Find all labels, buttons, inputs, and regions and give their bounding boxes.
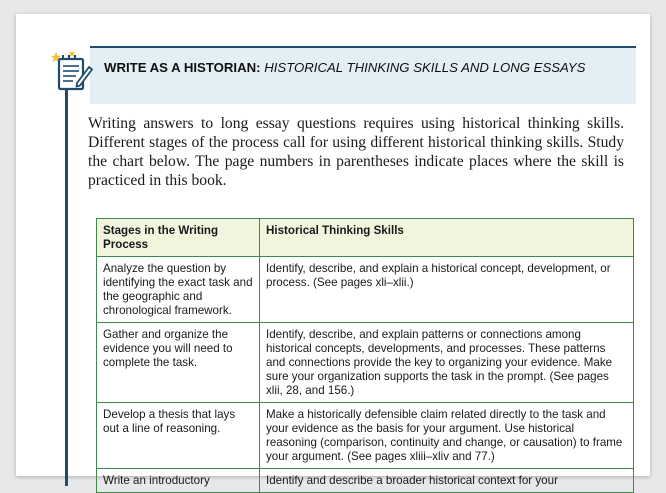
skills-cell: Identify, describe, and explain patterns or connections among historical concepts, developments, and processes. These patterns and connections provide the key to organizing your evidence. Make sure your organization supports the task in the prompt. (See pages xlii, 28, and 156.) (260, 323, 634, 403)
banner-heading (104, 59, 622, 77)
header-stages: Stages in the Writing Process (97, 219, 260, 257)
banner-title: HISTORICAL THINKING SKILLS AND LONG ESSAYS (264, 60, 586, 75)
table-row (97, 257, 634, 323)
notepad-with-pen-icon (50, 50, 94, 94)
stage-cell: Analyze the question by identifying the exact task and the geographic and chronological framework. (97, 257, 260, 323)
stage-cell: Develop a thesis that lays out a line of reasoning. (97, 403, 260, 469)
table-row (97, 323, 634, 403)
skills-cell: Identify, describe, and explain a historical concept, development, or process. (See pages xli–xlii.) (260, 257, 634, 323)
skills-cell: Identify and describe a broader historical context for your (260, 469, 634, 493)
section-banner (90, 46, 636, 104)
table-row (97, 403, 634, 469)
table-header-row (97, 219, 634, 257)
skills-table (96, 218, 634, 493)
textbook-page (16, 14, 650, 487)
banner-label: WRITE AS A HISTORIAN: (104, 60, 261, 75)
intro-paragraph: Writing answers to long essay questions requires using historical thinking skills. Different stages of the process call for using different historical thinking skills. Study the chart below. The page numbers in parentheses indicate places where the skill is practiced in this book. (88, 115, 624, 189)
table-row (97, 469, 634, 493)
skills-cell: Make a historically defensible claim related directly to the task and your evidence as the basis for your argument. Use historical reasoning (comparison, continuity and change, or causation) to frame your argument. (See pages xliii–xliv and 77.) (260, 403, 634, 469)
header-skills: Historical Thinking Skills (260, 219, 634, 257)
stage-cell: Gather and organize the evidence you will need to complete the task. (97, 323, 260, 403)
stage-cell: Write an introductory (97, 469, 260, 493)
margin-rule (65, 86, 68, 486)
